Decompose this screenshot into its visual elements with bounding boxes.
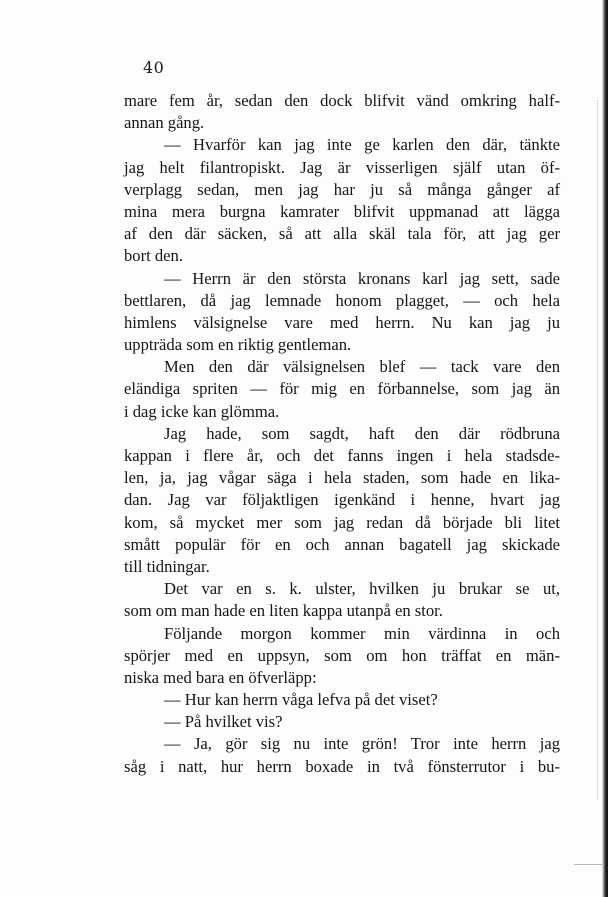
text-line: spörjer med en uppsyn, som om hon träffat en män- [124,645,560,665]
scan-gutter-specks [595,100,598,800]
text-line: mina mera burgna kamrater blifvit uppmanad att lägga [124,201,560,221]
text-line: såg i natt, hur herrn boxade in två fönsterrutor i bu- [124,756,560,776]
text-line: Men den där välsignelsen blef — tack vare den [164,357,560,377]
text-line: Följande morgon kommer min värdinna in och [164,623,560,643]
text-line: kom, så mycket mer som jag redan då började bli litet [124,512,560,532]
body-text [124,90,560,778]
text-line: himlens välsignelse vare med herrn. Nu kan jag ju [124,312,560,332]
scan-page-edge [602,0,608,897]
text-line: eländiga spriten — för mig en förbannelse, som jag än [124,379,560,399]
page-number: 40 [143,58,165,77]
text-line: bort den. [124,246,183,266]
text-line: — På hvilket vis? [164,712,283,732]
scan-edge-mark [574,864,604,865]
text-line: Jag hade, som sagdt, haft den där rödbruna [164,423,560,443]
text-line: jag helt filantropiskt. Jag är visserligen själf utan öf- [124,157,560,177]
text-line: bettlaren, då jag lemnade honom plagget, — och hela [124,290,560,310]
text-line: — Ja, gör sig nu inte grön! Tror inte herrn jag [164,734,560,754]
text-line: — Hvarför kan jag inte ge karlen den där, tänkte [164,135,560,155]
text-line: som om man hade en liten kappa utanpå en stor. [124,601,443,621]
text-line: niska med bara en öfverläpp: [124,667,317,687]
text-line: len, ja, jag vågar säga i hela staden, som hade en lika- [124,468,560,488]
text-line: till tidningar. [124,556,210,576]
text-line: verplagg sedan, men jag har ju så många gånger af [124,179,560,199]
text-line: i dag icke kan glömma. [124,401,280,421]
text-line: smått populär för en och annan bagatell jag skickade [124,534,560,554]
text-line: dan. Jag var följaktligen igenkänd i henne, hvart jag [124,490,560,510]
text-line: af den där säcken, så att alla skäl tala för, att jag ger [124,224,560,244]
text-line: — Hur kan herrn våga lefva på det viset? [164,690,438,710]
text-line: — Herrn är den största kronans karl jag sett, sade [164,268,560,288]
text-line: kappan i flere år, och det fanns ingen i hela stadsde- [124,446,560,465]
text-line: annan gång. [124,113,205,133]
text-line: Det var en s. k. ulster, hvilken ju brukar se ut, [164,579,560,599]
text-line: mare fem år, sedan den dock blifvit vänd omkring half- [124,91,560,110]
text-line: uppträda som en riktig gentleman. [124,335,352,355]
